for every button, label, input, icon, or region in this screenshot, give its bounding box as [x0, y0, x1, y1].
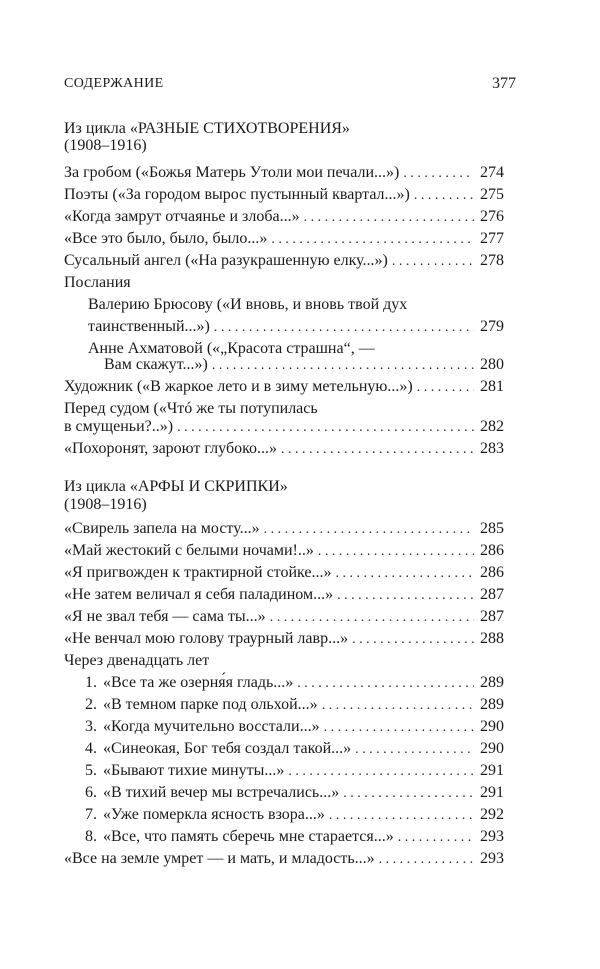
toc-group-heading: Через двенадцать лет	[64, 652, 210, 669]
toc-entry: 2. «В темном парке под ольхой...» . . . 289	[85, 694, 504, 716]
toc-entry: 1. «Все та же озерня́я гладь...» . . . 289	[85, 672, 504, 694]
section-years: (1908–1916)	[64, 496, 147, 513]
toc-entry: «Свирель запела на мосту...» . . . 285	[64, 518, 504, 540]
toc-entry: Вам скажут...») . . . 280	[104, 354, 504, 376]
toc-entry: «Не затем величал я себя паладином...» . . . 287	[64, 584, 504, 606]
toc-entry: 6. «В тихий вечер мы встречались...» . . . 291	[85, 782, 504, 804]
toc-entry: «Я не звал тебя — сама ты...» . . . 287	[64, 606, 504, 628]
toc-group-heading: Послания	[64, 274, 131, 291]
toc-entry: За гробом («Божья Матерь Утоли мои печали...») . . . 274	[64, 162, 504, 184]
toc-entry-line: Анне Ахматовой («„Красота страшна“, —	[88, 340, 375, 357]
toc-entry: 3. «Когда мучительно восстали...» . . . 290	[85, 716, 504, 738]
section-years: (1908–1916)	[64, 137, 147, 154]
toc-entry-line: Перед судом («Чтó же ты потупилась	[64, 400, 318, 417]
toc-entry: 7. «Уже померкла ясность взора...» . . . 292	[85, 804, 504, 826]
toc-entry: в смущеньи?..») . . . 282	[64, 416, 504, 438]
toc-entry: Художник («В жаркое лето и в зиму метельную...») . . . 281	[64, 376, 504, 398]
toc-entry: «Я пригвожден к трактирной стойке...» . . . 286	[64, 562, 504, 584]
toc-entry-line: Валерию Брюсову («И вновь, и вновь твой дух	[88, 296, 408, 313]
toc-entry: «Май жестокий с белыми ночами!..» . . . 286	[64, 540, 504, 562]
toc-entry: «Когда замрут отчаянье и злоба...» . . . 276	[64, 206, 504, 228]
toc-entry: Поэты («За городом вырос пустынный квартал...») . . . 275	[64, 184, 504, 206]
toc-entry: Сусальный ангел («На разукрашенную елку...») . . . 278	[64, 250, 504, 272]
toc-entry: 8. «Все, что память сберечь мне старается...» . . . 293	[85, 826, 504, 848]
toc-entry: «Все это было, было, было...» . . . 277	[64, 228, 504, 250]
section-heading: Из цикла «АРФЫ И СКРИПКИ»	[64, 478, 288, 495]
toc-entry: 5. «Бывают тихие минуты...» . . . 291	[85, 760, 504, 782]
toc-entry: «Не венчал мою голову траурный лавр...» . . . 288	[64, 628, 504, 650]
toc-entry: «Все на земле умрет — и мать, и младость...» . . . 293	[64, 848, 504, 870]
section-heading: Из цикла «РАЗНЫЕ СТИХОТВОРЕНИЯ»	[64, 120, 350, 137]
running-head-title: СОДЕРЖАНИЕ	[64, 76, 164, 91]
toc-entry: таинственный...») . . . 279	[88, 316, 504, 338]
page-number: 377	[492, 75, 516, 92]
toc-entry: 4. «Синеокая, Бог тебя создал такой...» . . . 290	[85, 738, 504, 760]
toc-entry: «Похоронят, зароют глубоко...» . . . 283	[64, 438, 504, 460]
